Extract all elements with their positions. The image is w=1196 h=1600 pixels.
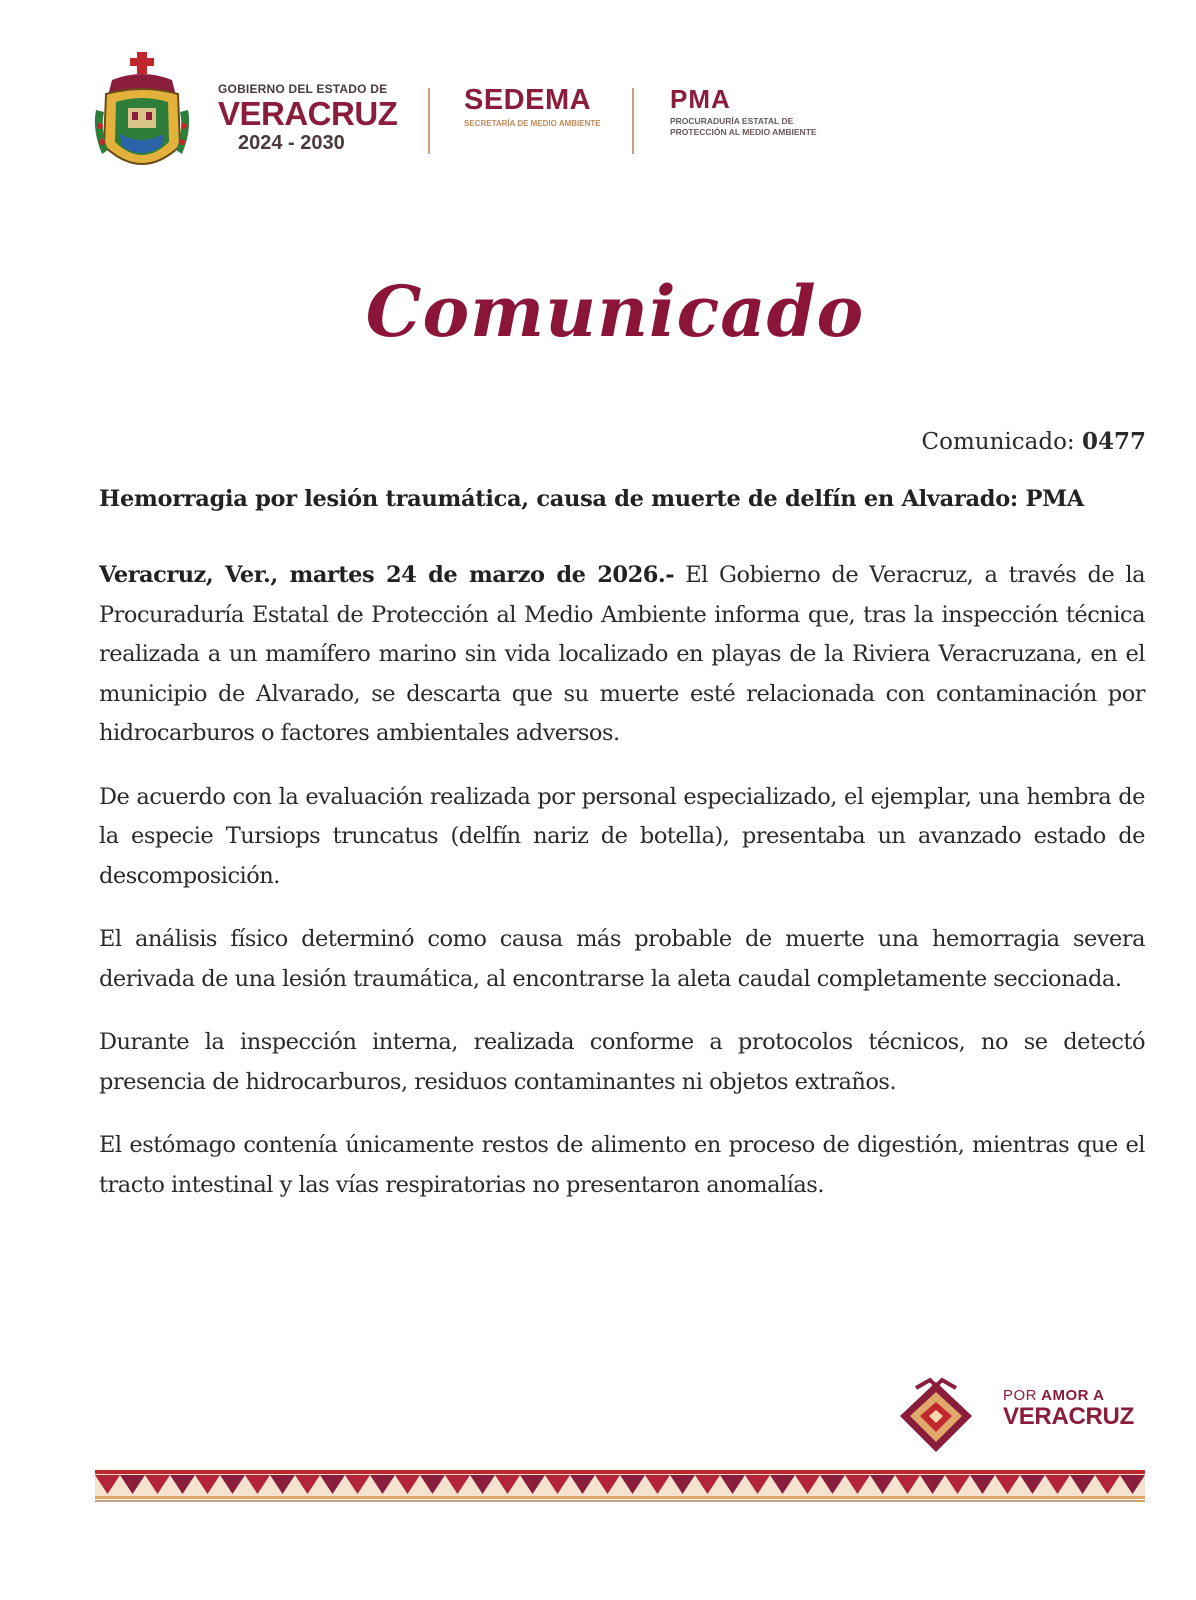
- sedema-subtitle: SECRETARÍA DE MEDIO AMBIENTE: [464, 119, 601, 128]
- decorative-border-strip: [95, 1470, 1145, 1506]
- document-title: Comunicado: [365, 270, 865, 353]
- sedema-title: SEDEMA: [464, 84, 592, 116]
- dateline: Veracruz, Ver., martes 24 de marzo de 2026.-: [99, 562, 675, 588]
- footer-amor-a: AMOR A: [1041, 1387, 1105, 1404]
- paragraph: [99, 556, 1145, 754]
- headline: Hemorragia por lesión traumática, causa de muerte de delfín en Alvarado: PMA: [99, 486, 1084, 512]
- paragraph-text: El Gobierno de Veracruz, a través de la Procuraduría Estatal de Protección al Medio Ambiente informa que, tras la inspección técnica realizada a un mamífero marino sin vida localizado en playas de la Riviera Veracruzana, en el municipio de Alvarado, se descarta que su muerte esté relacionada con contaminación por hidrocarburos o factores ambientales adversos.: [99, 562, 1146, 746]
- veracruz-coat-of-arms-icon: [92, 50, 192, 180]
- divider: [428, 88, 430, 154]
- footer-slogan-line-2: VERACRUZ: [1003, 1403, 1134, 1430]
- letterhead: [0, 0, 1196, 180]
- communique-number-value: 0477: [1081, 428, 1146, 455]
- government-logo-text: [218, 82, 397, 154]
- gov-line-2: VERACRUZ: [218, 95, 398, 132]
- sedema-logo: [464, 84, 614, 129]
- footer-slogan-line-1: [1003, 1387, 1134, 1404]
- paragraph: De acuerdo con la evaluación realizada por personal especializado, el ejemplar, una hembra de la especie Tursiops truncatus (delfín nariz de botella), presentaba un avanzado estado de descomposición.: [99, 783, 1145, 889]
- communique-label: Comunicado:: [921, 429, 1075, 455]
- communique-number: [922, 428, 1146, 455]
- footer-slogan: [1003, 1387, 1134, 1430]
- gov-line-3: 2024 - 2030: [238, 132, 345, 154]
- paragraph: El análisis físico determinó como causa más probable de muerte una hemorragia severa derivada de una lesión traumática, al encontrarse la aleta caudal completamente seccionada.: [99, 926, 1145, 992]
- divider: [632, 88, 634, 154]
- pma-subtitle: PROCURADURÍA ESTATAL DE PROTECCIÓN AL MEDIO AMBIENTE: [670, 116, 817, 137]
- gov-line-1: GOBIERNO DEL ESTADO DE: [218, 82, 388, 96]
- paragraph: Durante la inspección interna, realizada conforme a protocolos técnicos, no se detectó presencia de hidrocarburos, residuos contaminantes ni objetos extraños.: [99, 1029, 1145, 1095]
- document-body: [99, 484, 1145, 1229]
- paragraph: El estómago contenía únicamente restos de alimento en proceso de digestión, mientras que el tracto intestinal y las vías respiratorias no presentaron anomalías.: [99, 1132, 1145, 1198]
- footer-por: POR: [1003, 1387, 1038, 1404]
- pma-logo: [670, 84, 830, 138]
- pma-title: PMA: [670, 84, 731, 114]
